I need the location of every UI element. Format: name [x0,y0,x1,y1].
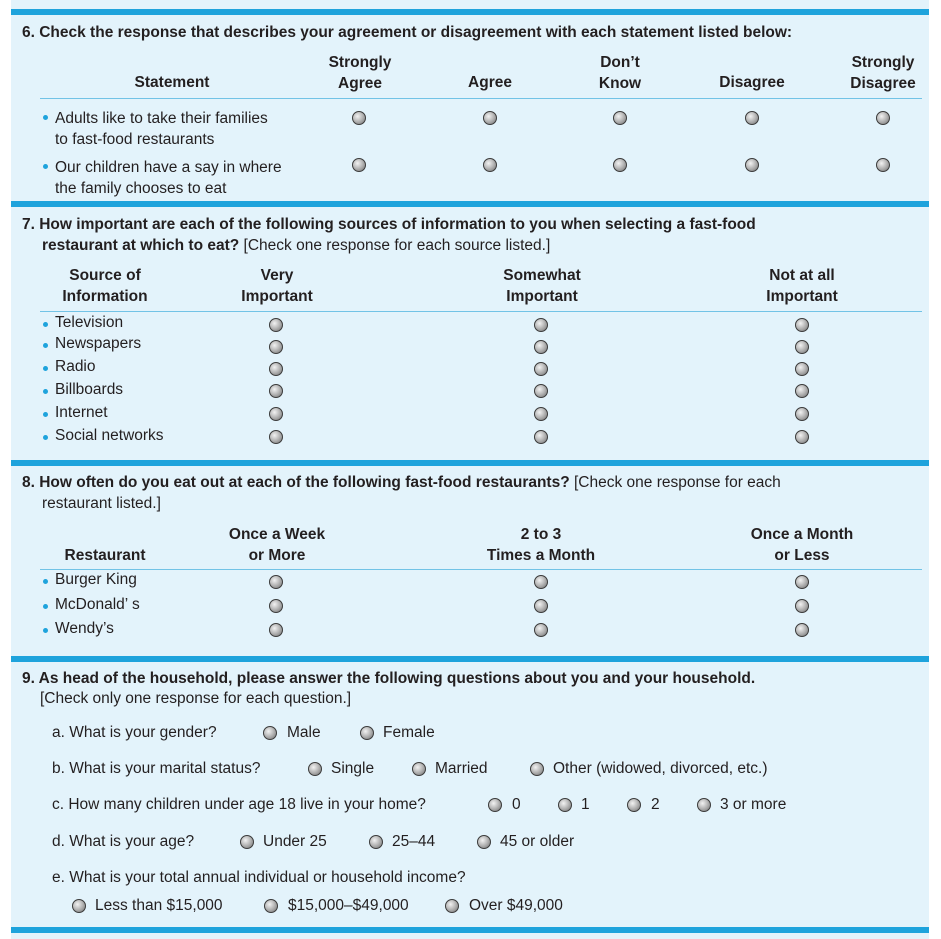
q6-title: 6. Check the response that describes your agreement or disagreement with each statement listed below: [22,24,793,41]
q8-restaurant-burger-king: Burger King [55,571,137,588]
q9c-question: c. How many children under age 18 live in your home? [52,796,426,813]
radio-button[interactable] [269,318,283,332]
radio-button[interactable] [530,762,544,776]
section-divider [11,927,929,933]
q6-statement-1: Adults like to take their families to fast-food restaurants [55,110,268,148]
radio-button[interactable] [795,575,809,589]
q9a-option-female: Female [383,724,435,741]
radio-button[interactable] [534,575,548,589]
q7-source-billboards: Billboards [55,381,124,398]
q9a-option-male: Male [287,724,321,741]
radio-button[interactable] [269,407,283,421]
q8-header-rule [40,569,922,570]
q7-source-newspapers: Newspapers [55,335,142,352]
q9d-option-under-25: Under 25 [263,833,327,850]
radio-button[interactable] [264,899,278,913]
q9b-option-other: Other (widowed, divorced, etc.) [553,760,768,777]
bullet-icon [43,366,48,371]
radio-button[interactable] [269,362,283,376]
radio-button[interactable] [240,835,254,849]
bullet-icon [43,412,48,417]
q7-title-line1: 7. How important are each of the following sources of information to you when selecting a fast-food [22,216,756,233]
q9a-question: a. What is your gender? [52,724,217,741]
q9-title: 9. As head of the household, please answer the following questions about you and your household. [22,670,756,687]
q6-col-strongly-disagree: Strongly Disagree [850,54,916,92]
q6-col-agree: Agree [468,74,512,91]
radio-button[interactable] [412,762,426,776]
q9e-option-15000-49000: $15,000–$49,000 [288,897,409,914]
q7-source-social-networks: Social networks [55,427,164,444]
radio-button[interactable] [613,158,627,172]
radio-button[interactable] [795,599,809,613]
radio-button[interactable] [269,575,283,589]
section-divider [11,201,929,207]
q8-restaurant-wendys: Wendy’s [55,620,114,637]
q6-col-disagree: Disagree [719,74,785,91]
section-divider [11,656,929,662]
q9e-option-over-49000: Over $49,000 [469,897,563,914]
radio-button[interactable] [263,726,277,740]
radio-button[interactable] [795,362,809,376]
radio-button[interactable] [269,340,283,354]
q9e-question: e. What is your total annual individual or household income? [52,869,466,886]
q6-col-strongly-agree: Strongly Agree [328,54,392,92]
radio-button[interactable] [352,158,366,172]
radio-button[interactable] [613,111,627,125]
bullet-icon [43,628,48,633]
bullet-icon [43,579,48,584]
q6-col-dont-know: Don’t Know [598,54,642,92]
radio-button[interactable] [269,599,283,613]
radio-button[interactable] [795,318,809,332]
radio-button[interactable] [876,158,890,172]
radio-button[interactable] [72,899,86,913]
section-divider [11,9,929,15]
radio-button[interactable] [795,623,809,637]
section-divider [11,460,929,466]
radio-button[interactable] [534,362,548,376]
radio-button[interactable] [488,798,502,812]
radio-button[interactable] [269,430,283,444]
radio-button[interactable] [534,384,548,398]
bullet-icon [43,389,48,394]
q9b-option-married: Married [435,760,488,777]
radio-button[interactable] [483,111,497,125]
radio-button[interactable] [534,318,548,332]
bullet-icon [43,343,48,348]
radio-button[interactable] [269,623,283,637]
radio-button[interactable] [795,430,809,444]
q7-source-internet: Internet [55,404,108,421]
radio-button[interactable] [534,407,548,421]
q9c-option-1: 1 [581,796,590,813]
radio-button[interactable] [627,798,641,812]
q7-col-not-important: Not at all Important [766,267,838,305]
q8-title-line2: restaurant listed.] [42,495,161,512]
bullet-icon [43,322,48,327]
q7-title-line2: restaurant at which to eat? [Check one response for each source listed.] [42,237,551,254]
bullet-icon [43,604,48,609]
radio-button[interactable] [795,340,809,354]
q9b-option-single: Single [331,760,375,777]
q9e-option-less-than-15000: Less than $15,000 [95,897,223,914]
radio-button[interactable] [269,384,283,398]
radio-button[interactable] [360,726,374,740]
q8-restaurant-mcdonalds: McDonald’ s [55,596,140,613]
q6-statement-2: Our children have a say in where the family chooses to eat [55,159,282,197]
q9c-option-0: 0 [512,796,521,813]
radio-button[interactable] [558,798,572,812]
q9d-question: d. What is your age? [52,833,195,850]
q7-col-source: Source of Information [62,267,148,305]
radio-button[interactable] [697,798,711,812]
radio-button[interactable] [445,899,459,913]
radio-button[interactable] [876,111,890,125]
q7-col-somewhat-important: Somewhat Important [503,267,581,305]
q7-header-rule [40,311,922,312]
radio-button[interactable] [352,111,366,125]
q8-title-line1: 8. How often do you eat out at each of the following fast-food restaurants? [Check one response for each [22,474,781,491]
radio-button[interactable] [795,407,809,421]
q8-col-once-a-month: Once a Month or Less [750,526,854,564]
radio-button[interactable] [483,158,497,172]
radio-button[interactable] [477,835,491,849]
radio-button[interactable] [795,384,809,398]
bullet-icon [43,115,48,120]
q9d-option-45-or-older: 45 or older [500,833,575,850]
radio-button[interactable] [369,835,383,849]
radio-button[interactable] [534,623,548,637]
q8-col-restaurant: Restaurant [64,547,146,564]
q9c-option-2: 2 [651,796,660,813]
radio-button[interactable] [534,340,548,354]
q8-col-once-a-week: Once a Week or More [228,526,326,564]
radio-button[interactable] [308,762,322,776]
bullet-icon [43,435,48,440]
q9c-option-3-or-more: 3 or more [720,796,787,813]
q9-note: [Check only one response for each question.] [40,690,352,707]
radio-button[interactable] [534,599,548,613]
radio-button[interactable] [745,158,759,172]
q7-source-television: Television [55,314,124,331]
q9d-option-25-44: 25–44 [392,833,436,850]
radio-button[interactable] [534,430,548,444]
q6-header-rule [40,98,922,99]
q6-col-statement: Statement [134,74,210,91]
radio-button[interactable] [745,111,759,125]
q7-col-very-important: Very Important [241,267,313,305]
q8-col-2-to-3: 2 to 3 Times a Month [486,526,596,564]
q7-source-radio: Radio [55,358,96,375]
q9b-question: b. What is your marital status? [52,760,261,777]
bullet-icon [43,164,48,169]
